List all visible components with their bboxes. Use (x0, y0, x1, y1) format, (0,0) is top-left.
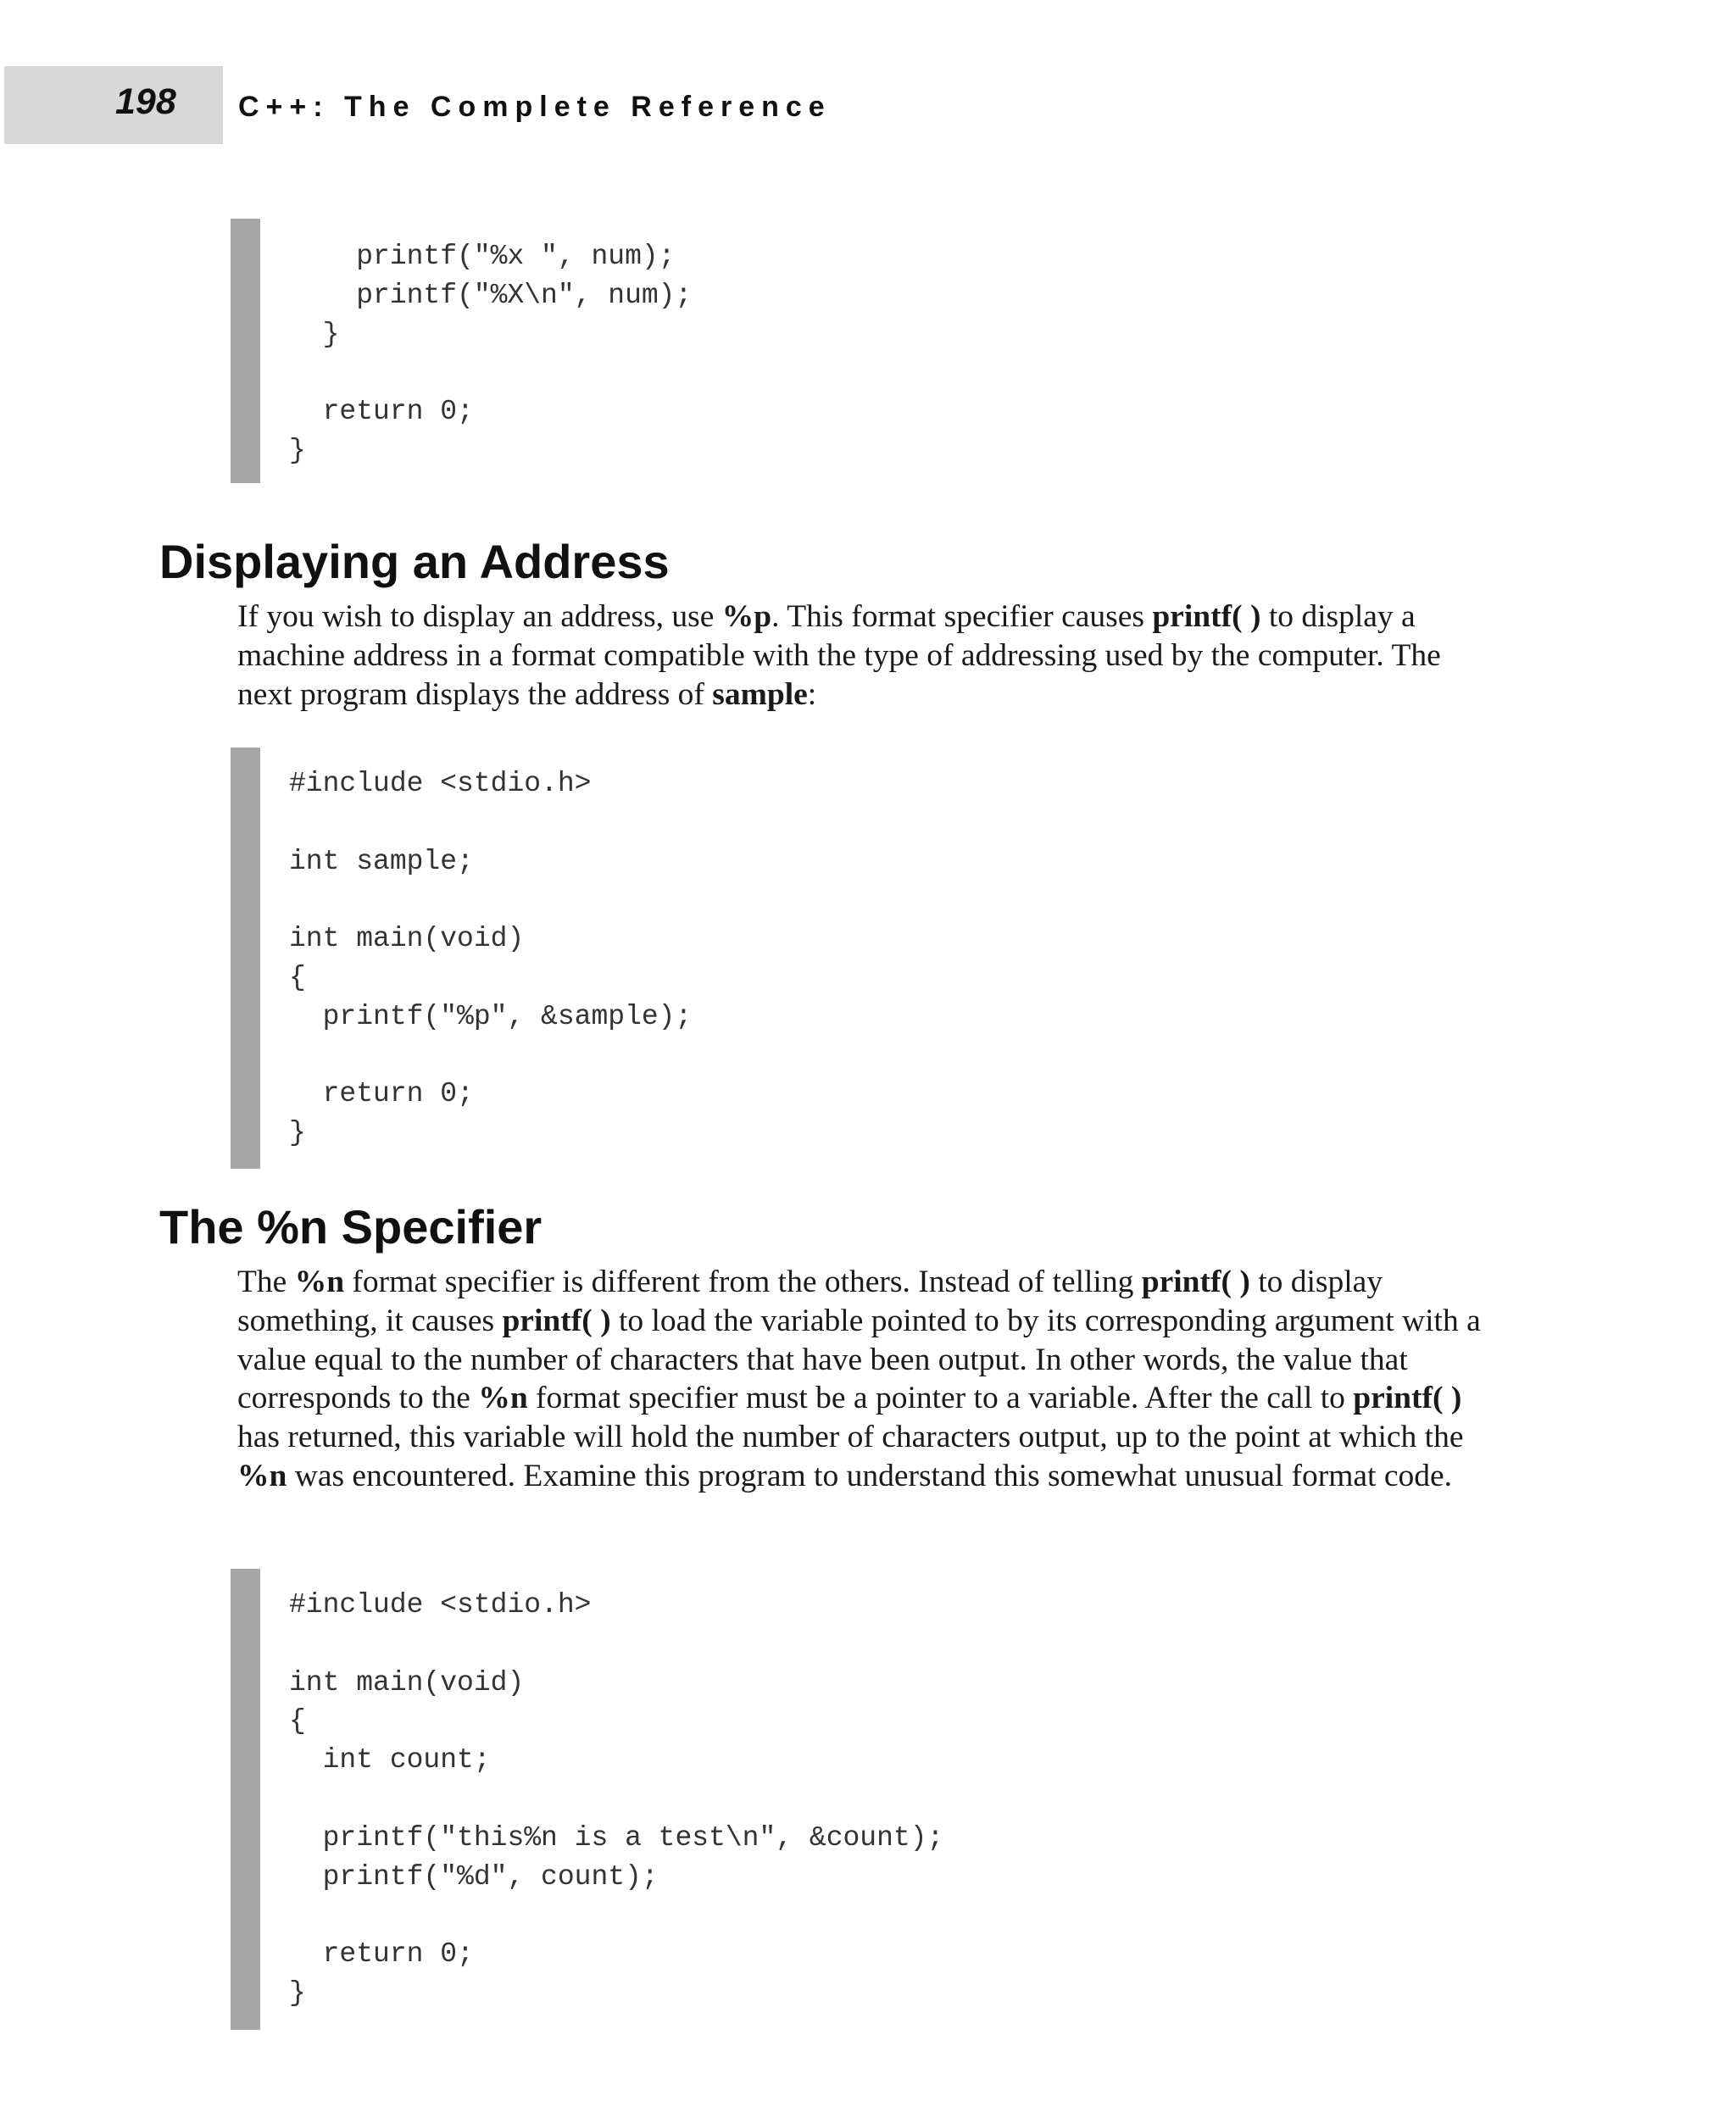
inline-code-term: printf( ) (1152, 599, 1261, 634)
paragraph-n-specifier (237, 1263, 1483, 1496)
code-bar (231, 219, 260, 483)
code-line (289, 353, 692, 392)
text-run: The (237, 1265, 295, 1299)
code-line: #include <stdio.h> (289, 1589, 592, 1621)
inline-code-term: printf( ) (1353, 1381, 1462, 1416)
code-line: return 0; (289, 396, 474, 428)
code-line (289, 1780, 943, 1819)
code-bar (231, 1569, 260, 2030)
section-heading-n-specifier: The %n Specifier (159, 1200, 542, 1254)
inline-code-term: printf( ) (1141, 1265, 1250, 1299)
page-number: 198 (115, 81, 176, 122)
code-line: } (289, 1117, 306, 1149)
code-lines (289, 237, 692, 470)
code-line (289, 1896, 943, 1935)
section-heading-address: Displaying an Address (159, 535, 670, 588)
text-run: to load the variable pointed to by its corresponding argument with a value equal to the number of characters that have been output. In other words, the value that corresponds to the (237, 1303, 1481, 1416)
code-line: int main(void) (289, 1666, 525, 1698)
code-line: return 0; (289, 1938, 474, 1971)
code-line: int sample; (289, 845, 474, 877)
code-line: } (289, 1976, 306, 2009)
code-line: return 0; (289, 1078, 474, 1110)
inline-code-term: sample (712, 676, 808, 712)
code-line (289, 1625, 943, 1664)
code-line: #include <stdio.h> (289, 768, 592, 799)
code-line: { (289, 1705, 306, 1737)
page-number-tab (4, 66, 223, 144)
inline-code-term: %p (721, 599, 772, 634)
text-run: to display a machine address in a format compatible with the type of addressing used by the computer. The next program displays the address of (237, 599, 1441, 712)
code-line (289, 1037, 692, 1076)
code-line (289, 803, 692, 842)
code-line: int main(void) (289, 923, 525, 955)
code-line: int count; (289, 1744, 491, 1776)
code-line: { (289, 961, 306, 993)
text-run: format specifier is different from the others. Instead of telling (344, 1265, 1142, 1299)
inline-code-term: %n (294, 1265, 345, 1299)
inline-code-term: %n (478, 1381, 528, 1416)
code-line: } (289, 318, 340, 350)
inline-code-term: printf( ) (502, 1303, 611, 1338)
text-run: If you wish to display an address, use (237, 599, 722, 634)
text-run: to display something, it causes (237, 1265, 1383, 1338)
running-title: C++: The Complete Reference (238, 91, 832, 123)
text-run: has returned, this variable will hold the number of characters output, up to the point at which the (237, 1420, 1464, 1455)
code-line: printf("%X\n", num); (289, 279, 693, 311)
text-run: : (807, 676, 817, 712)
code-line (289, 881, 692, 920)
code-line: printf("%p", &sample); (289, 1000, 693, 1032)
text-run: was encountered. Examine this program to understand this somewhat unusual format code. (287, 1458, 1453, 1493)
code-line: printf("this%n is a test\n", &count); (289, 1821, 944, 1854)
code-lines (289, 764, 692, 1153)
code-lines (289, 1586, 943, 2013)
code-line: printf("%x ", num); (289, 241, 676, 272)
code-line: printf("%d", count); (289, 1860, 659, 1893)
paragraph-address (237, 598, 1483, 714)
text-run: . This format specifier causes (771, 599, 1153, 634)
code-line: } (289, 434, 306, 466)
inline-code-term: %n (237, 1458, 287, 1493)
text-run: format specifier must be a pointer to a variable. After the call to (527, 1381, 1354, 1416)
code-bar (231, 748, 260, 1169)
